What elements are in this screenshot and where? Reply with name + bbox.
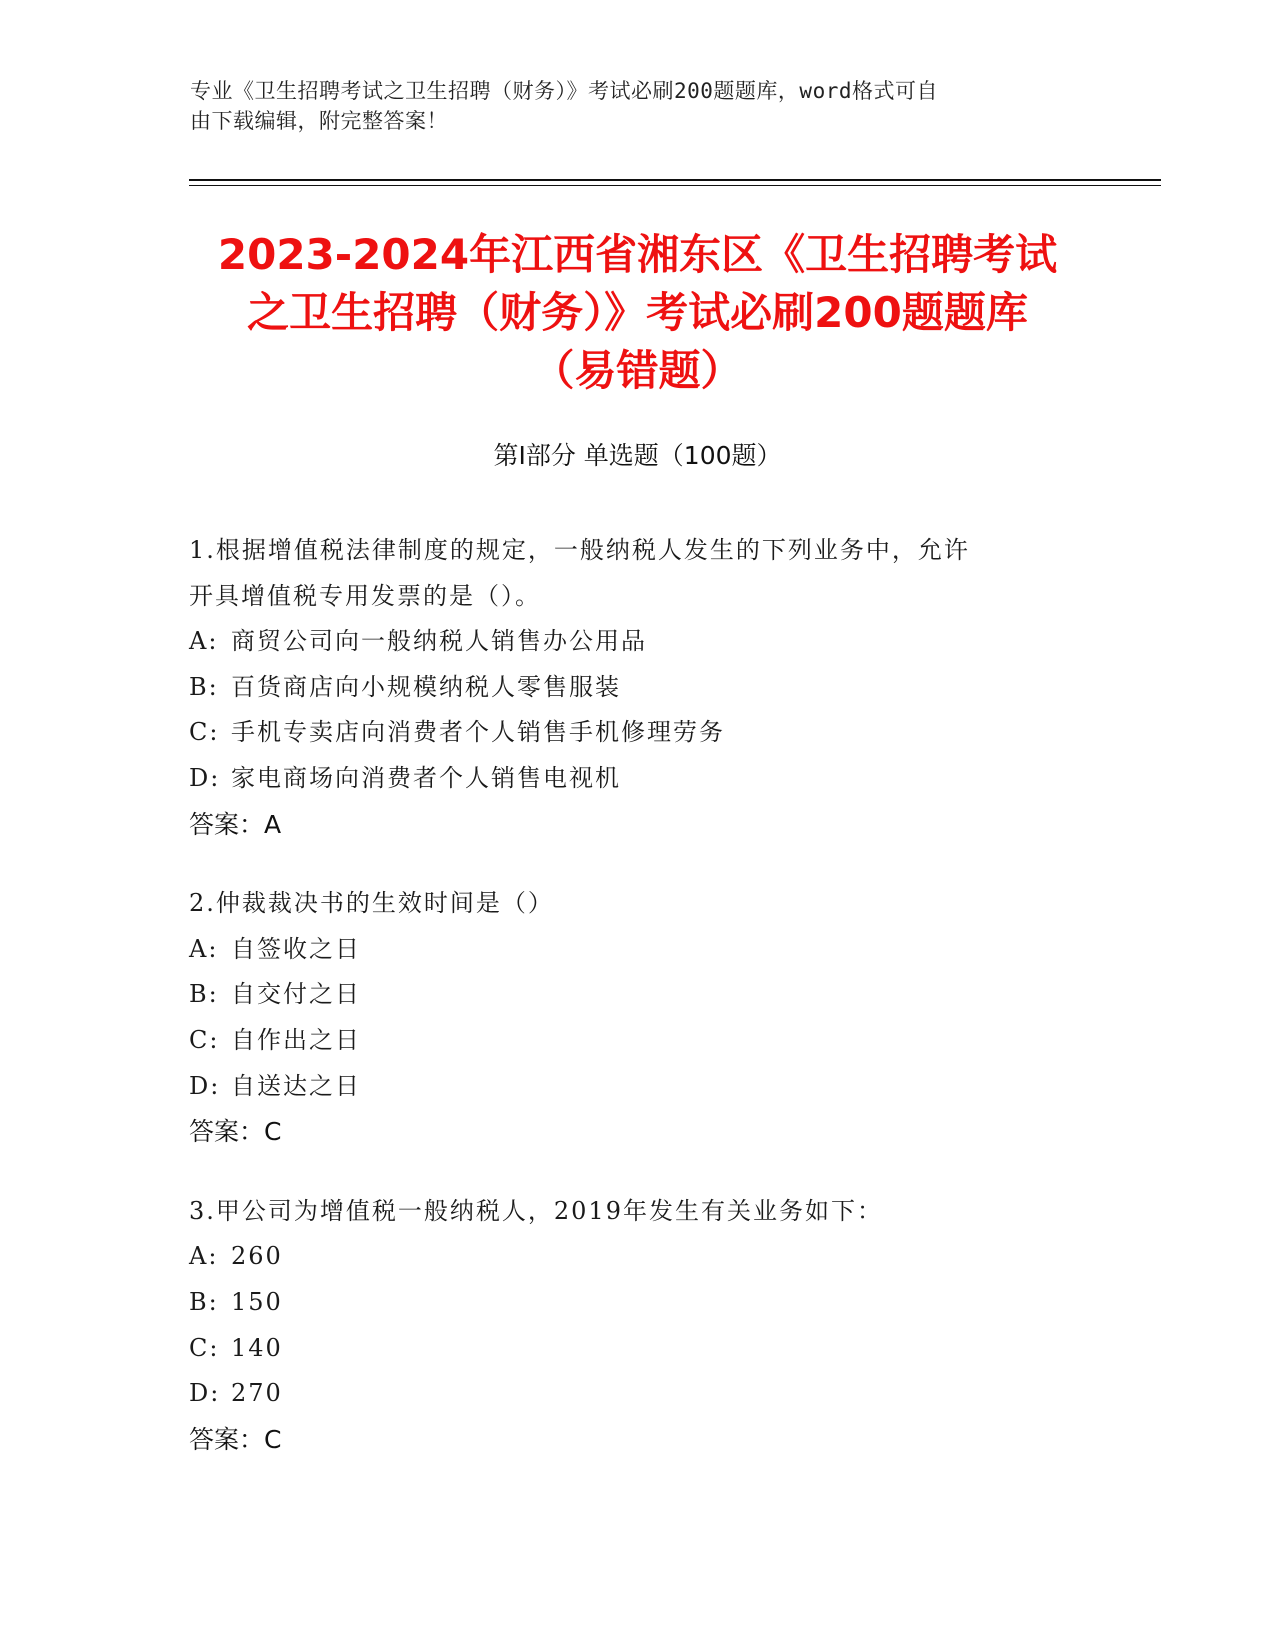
option-c bbox=[189, 1018, 1089, 1064]
option-key: B: bbox=[189, 980, 219, 1009]
option-d bbox=[189, 756, 1089, 802]
option-key: A: bbox=[189, 1242, 219, 1271]
question-stem-continued: 开具增值税专用发票的是（）。 bbox=[189, 581, 541, 610]
option-c bbox=[189, 710, 1089, 756]
question-1 bbox=[189, 528, 1089, 847]
option-key: C: bbox=[189, 1333, 220, 1362]
option-key: A: bbox=[189, 627, 219, 656]
option-key: D: bbox=[189, 1379, 221, 1408]
question-stem: 2.仲裁裁决书的生效时间是（） bbox=[189, 889, 554, 918]
option-text: 自交付之日 bbox=[231, 980, 361, 1009]
option-text: 150 bbox=[231, 1287, 283, 1316]
answer-line: 答案：C bbox=[189, 1424, 282, 1454]
question-2 bbox=[189, 881, 1089, 1155]
header-note-line1: 专业《卫生招聘考试之卫生招聘（财务）》考试必刷200题题库，word格式可自 bbox=[190, 79, 938, 103]
option-b bbox=[189, 972, 1089, 1018]
header-divider-thin bbox=[189, 185, 1161, 186]
option-a bbox=[189, 927, 1089, 973]
option-d bbox=[189, 1371, 1089, 1417]
option-key: C: bbox=[189, 718, 220, 747]
option-text: 270 bbox=[231, 1379, 283, 1408]
option-text: 自签收之日 bbox=[231, 934, 361, 963]
option-text: 自送达之日 bbox=[231, 1071, 361, 1100]
option-b bbox=[189, 665, 1089, 711]
header-note-line2: 由下载编辑，附完整答案！ bbox=[190, 109, 448, 133]
option-text: 自作出之日 bbox=[231, 1025, 361, 1054]
option-key: C: bbox=[189, 1025, 220, 1054]
option-text: 140 bbox=[231, 1333, 283, 1362]
section-title: 第Ⅰ部分 单选题（100题） bbox=[493, 441, 782, 470]
option-a bbox=[189, 619, 1089, 665]
question-list bbox=[189, 528, 1089, 1496]
answer-line: 答案：C bbox=[189, 1117, 282, 1147]
option-a bbox=[189, 1234, 1089, 1280]
option-key: D: bbox=[189, 763, 221, 792]
question-stem: 1.根据增值税法律制度的规定，一般纳税人发生的下列业务中，允许 bbox=[189, 536, 970, 564]
option-c bbox=[189, 1326, 1089, 1372]
option-text: 260 bbox=[231, 1242, 283, 1271]
document-title-line1: 2023-2024年江西省湘东区《卫生招聘考试 bbox=[217, 230, 1058, 279]
header-note bbox=[190, 76, 1090, 136]
question-3 bbox=[189, 1189, 1089, 1463]
option-b bbox=[189, 1280, 1089, 1326]
header-divider-thick bbox=[189, 179, 1161, 181]
option-text: 手机专卖店向消费者个人销售手机修理劳务 bbox=[231, 718, 725, 747]
option-text: 百货商店向小规模纳税人零售服装 bbox=[231, 672, 621, 701]
answer-line: 答案：A bbox=[189, 809, 282, 839]
option-text: 家电商场向消费者个人销售电视机 bbox=[231, 763, 621, 792]
document-title-line3: （易错题） bbox=[532, 346, 743, 395]
option-key: B: bbox=[189, 1287, 219, 1316]
option-key: D: bbox=[189, 1071, 221, 1100]
document-title-line2: 之卫生招聘（财务）》考试必刷200题题库 bbox=[247, 288, 1028, 337]
option-key: B: bbox=[189, 672, 219, 701]
option-d bbox=[189, 1064, 1089, 1110]
option-text: 商贸公司向一般纳税人销售办公用品 bbox=[231, 627, 647, 656]
document-title bbox=[150, 226, 1125, 400]
option-key: A: bbox=[189, 934, 219, 963]
question-stem: 3.甲公司为增值税一般纳税人，2019年发生有关业务如下： bbox=[189, 1196, 883, 1225]
